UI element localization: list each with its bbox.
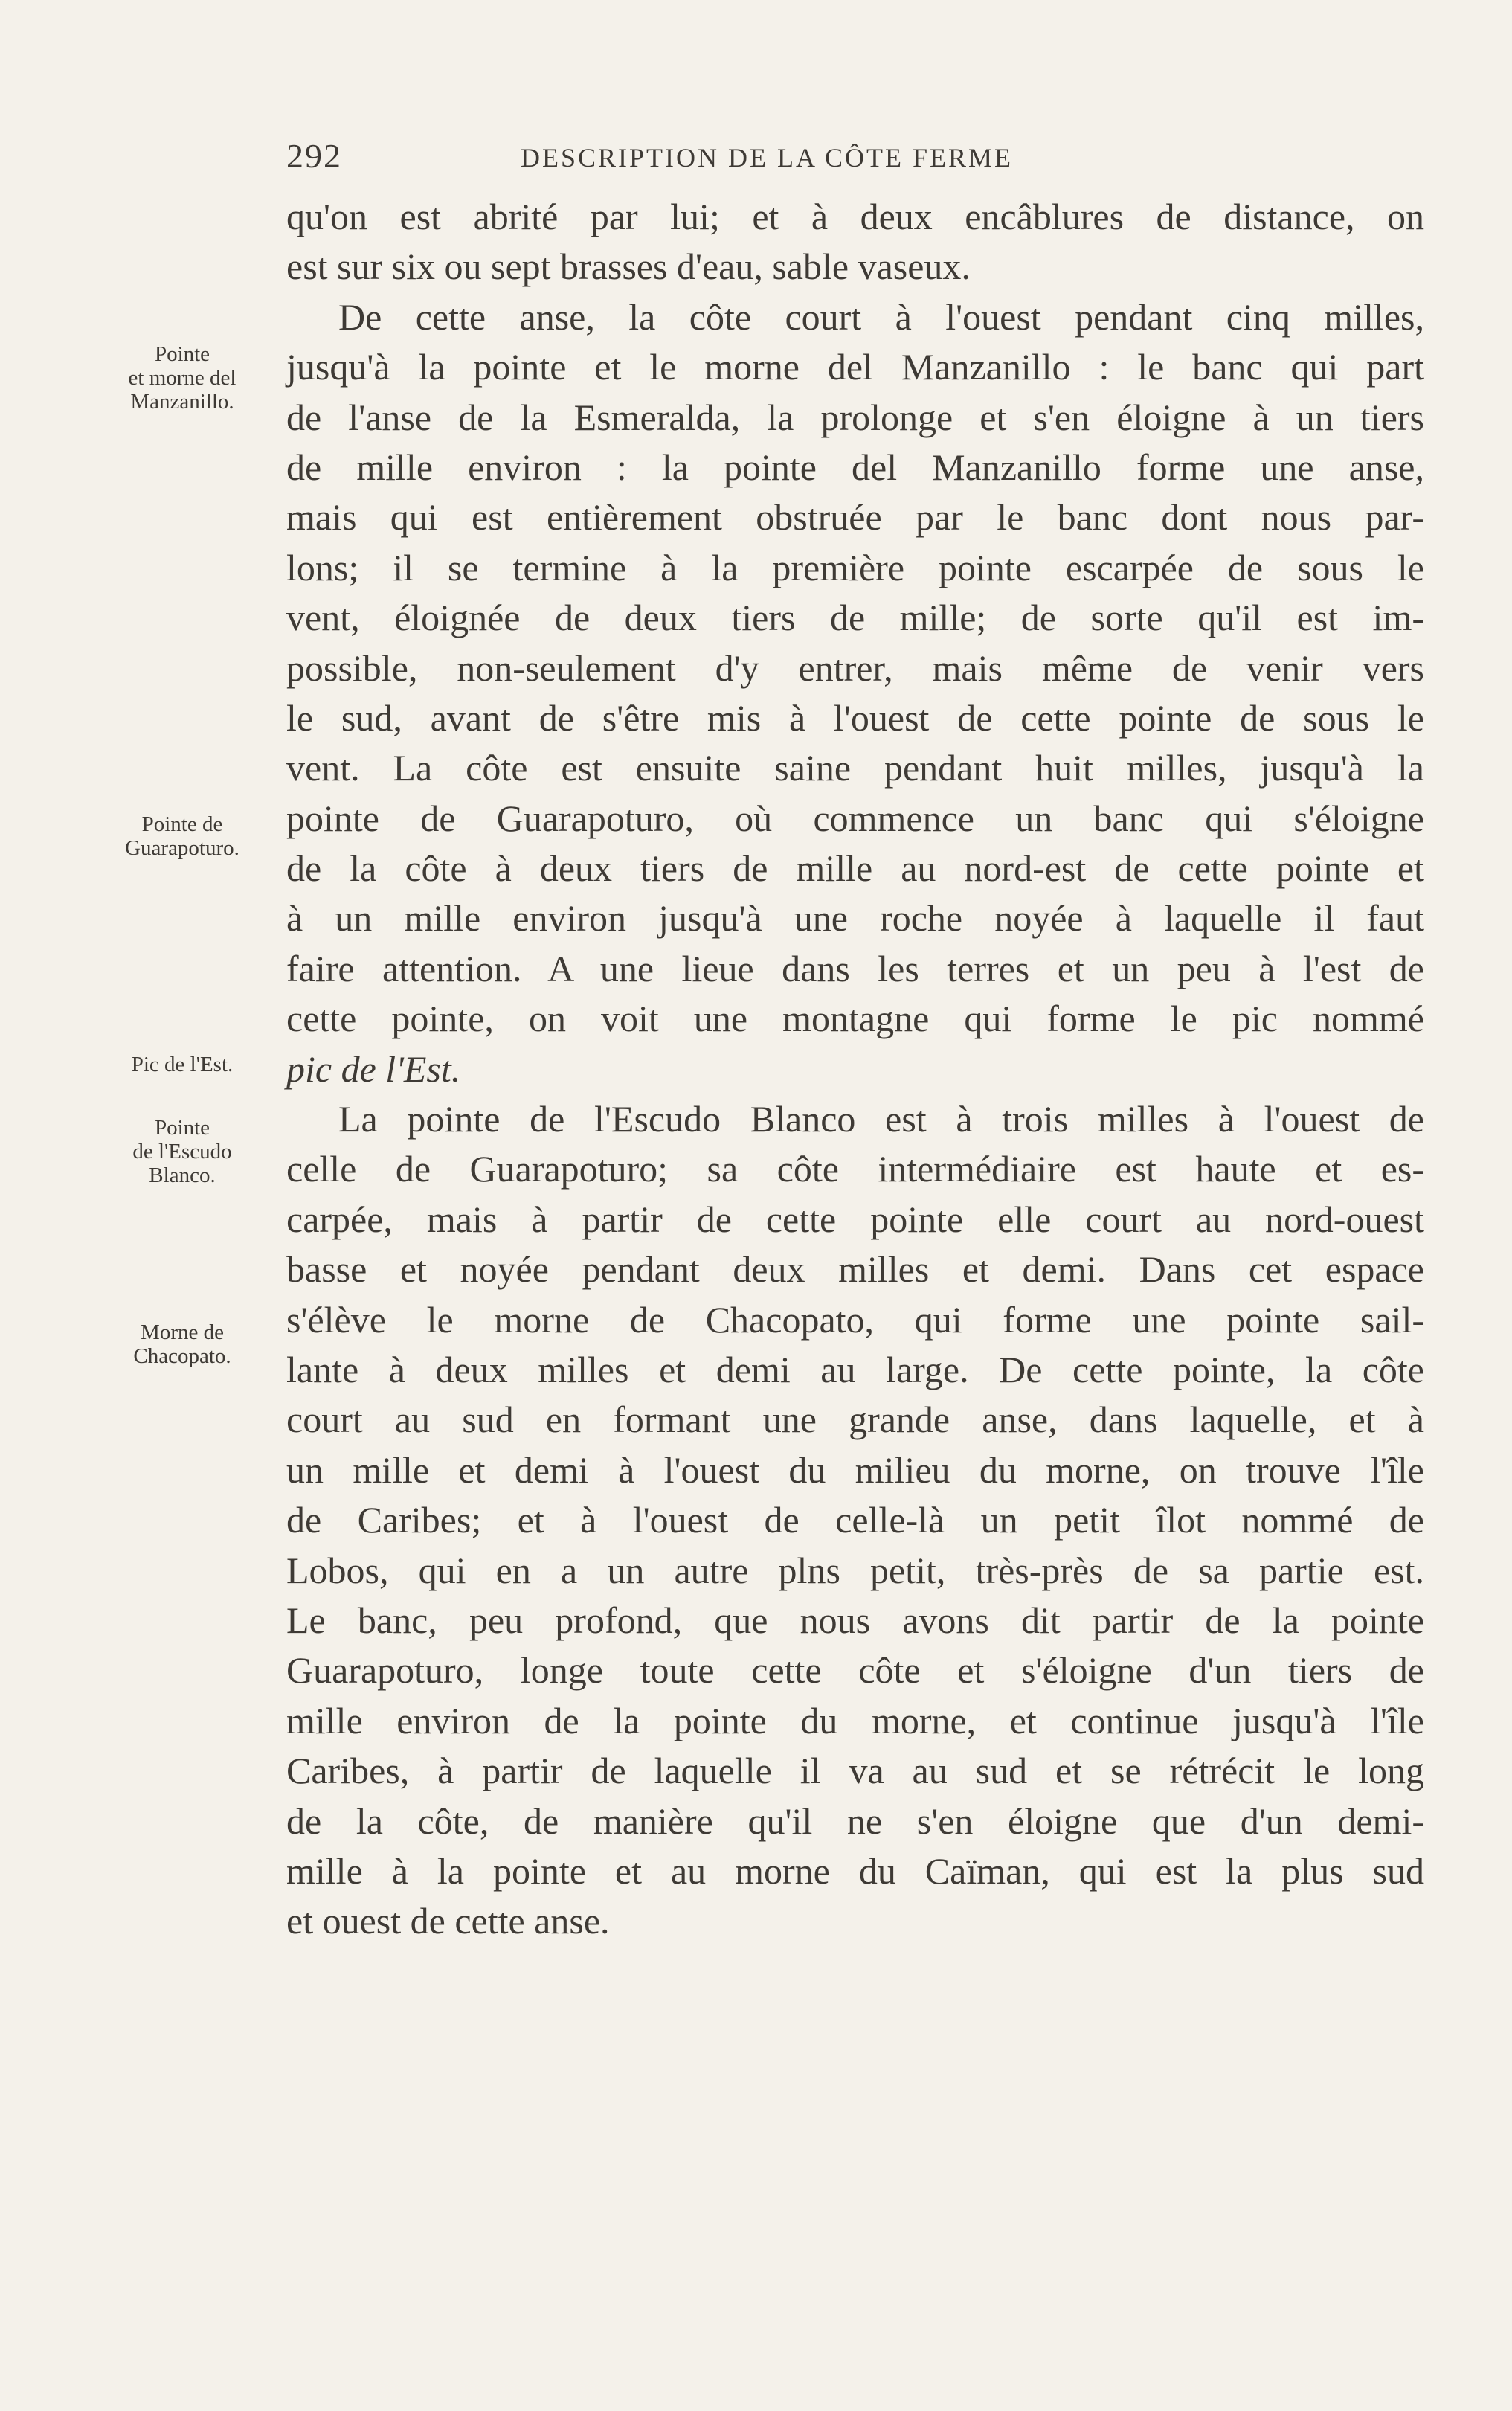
running-head: DESCRIPTION DE LA CÔTE FERME — [521, 143, 1014, 173]
margin-note-line: Pointe — [154, 1116, 210, 1140]
text-line: lons; il se termine à la première pointe escarpée de sous le — [286, 546, 1424, 588]
text-line-italic — [286, 1044, 1424, 1094]
text-line: à un mille environ jusqu'à une roche noyée à laquelle il faut — [286, 897, 1424, 940]
text-line: qu'on est abrité par lui; et à deux encâblures de distance, on — [286, 196, 1424, 237]
text-line: mille à la pointe et au morne du Caïman, qui est la plus sud — [286, 1849, 1424, 1892]
text-line: celle de Guarapoturo; sa côte intermédiaire est haute et es- — [286, 1148, 1424, 1190]
text-line: Caribes, à partir de laquelle il va au sud et se rétrécit le long — [286, 1750, 1424, 1792]
text-line: Guarapoturo, longe toute cette côte et s'éloigne d'un tiers de — [286, 1649, 1424, 1692]
text-line: La pointe de l'Escudo Blanco est à trois milles à l'ouest de — [338, 1098, 1424, 1140]
text-line: lante à deux milles et demi au large. De cette pointe, la côte — [286, 1348, 1424, 1390]
margin-note-guarapoturo — [97, 812, 268, 860]
margin-note-line: et morne del — [128, 366, 237, 390]
text-line: vent. La côte est ensuite saine pendant huit milles, jusqu'à la — [286, 747, 1424, 789]
margin-note-line: de l'Escudo — [132, 1140, 232, 1163]
text-line: carpée, mais à partir de cette pointe elle court au nord-ouest — [286, 1198, 1424, 1240]
margin-note-line: Pointe — [154, 342, 210, 366]
text-line: Lobos, qui en a un autre plns petit, très-près de sa partie est. — [286, 1549, 1424, 1591]
text-line: est sur six ou sept brasses d'eau, sable vaseux. — [286, 245, 971, 288]
margin-note-line: Morne de — [141, 1320, 224, 1344]
text-line: faire attention. A une lieue dans les terres et un peu à l'est de — [286, 947, 1424, 989]
margin-note-line: Pic de l'Est. — [131, 1053, 234, 1076]
text-line: et ouest de cette anse. — [286, 1900, 610, 1942]
text-line: vent, éloignée de deux tiers de mille; de sorte qu'il est im- — [286, 597, 1424, 639]
text-line: court au sud en formant une grande anse, dans laquelle, et à — [286, 1399, 1424, 1441]
text-line: cette pointe, on voit une montagne qui forme le pic nommé — [286, 998, 1424, 1040]
margin-note-line: Chacopato. — [133, 1344, 231, 1368]
text-line: basse et noyée pendant deux milles et demi. Dans cet espace — [286, 1248, 1424, 1291]
text-line: s'élève le morne de Chacopato, qui forme une pointe sail- — [286, 1298, 1424, 1341]
text-line: jusqu'à la pointe et le morne del Manzanillo : le banc qui part — [286, 346, 1424, 388]
text-line: De cette anse, la côte court à l'ouest pendant cinq milles, — [338, 295, 1424, 338]
margin-note-line: Guarapoturo. — [125, 836, 239, 860]
text-line: de Caribes; et à l'ouest de celle-là un petit îlot nommé de — [286, 1499, 1424, 1541]
margin-note-escudo-blanco — [97, 1116, 268, 1187]
text-line: un mille et demi à l'ouest du milieu du morne, on trouve l'île — [286, 1448, 1424, 1491]
text-line: Le banc, peu profond, que nous avons dit partir de la pointe — [286, 1599, 1424, 1641]
text-line: possible, non-seulement d'y entrer, mais même de venir vers — [286, 646, 1424, 689]
margin-note-pic-de-lest — [97, 1053, 268, 1076]
margin-note-line: Pointe de — [141, 812, 223, 836]
body-text — [286, 192, 1424, 1947]
text-line: le sud, avant de s'être mis à l'ouest de cette pointe de sous le — [286, 696, 1424, 739]
text-line: de la côte à deux tiers de mille au nord-est de cette pointe et — [286, 847, 1424, 890]
margin-note-line: Blanco. — [149, 1163, 216, 1187]
page-number: 292 — [286, 137, 342, 175]
margin-note-line: Manzanillo. — [130, 390, 234, 414]
text-line: mais qui est entièrement obstruée par le banc dont nous par- — [286, 496, 1424, 539]
text-line: de la côte, de manière qu'il ne s'en éloigne que d'un demi- — [286, 1800, 1424, 1842]
text-line: de mille environ : la pointe del Manzanillo forme une anse, — [286, 446, 1424, 488]
text-line: mille environ de la pointe du morne, et continue jusqu'à l'île — [286, 1699, 1424, 1741]
margin-note-chacopato — [97, 1320, 268, 1368]
text-line: de l'anse de la Esmeralda, la prolonge et s'en éloigne à un tiers — [286, 396, 1424, 438]
margin-note-manzanillo — [97, 342, 268, 414]
text-line: pointe de Guarapoturo, où commence un banc qui s'éloigne — [286, 797, 1424, 839]
italic-text: pic de l'Est. — [286, 1047, 461, 1090]
